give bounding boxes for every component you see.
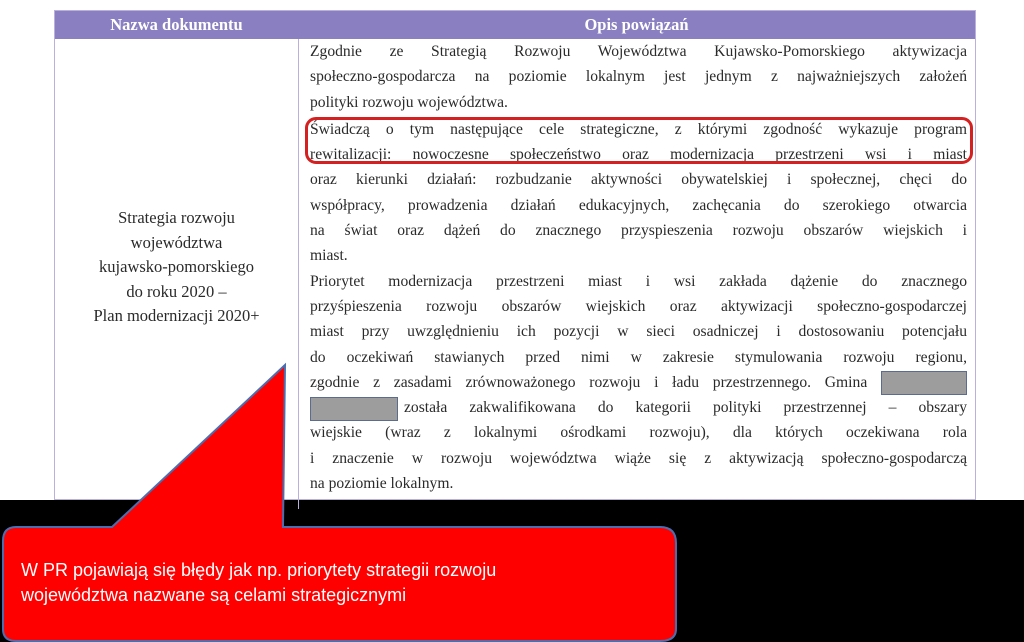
description-line: miast. <box>310 247 348 265</box>
description-line: Priorytet modernizacja przestrzeni miast i wsi zakłada dążenie do znacznego <box>310 272 967 290</box>
description-line: współpracy, prowadzenia działań edukacyjnych, zachęcania do szerokiego otwarcia <box>310 196 967 214</box>
description-line-text: zgodnie z zasadami zrównoważonego rozwoju i ładu przestrzennego. Gmina <box>310 373 868 391</box>
description-line: Świadczą o tym następujące cele strategiczne, z którymi zgodność wykazuje program <box>310 120 967 138</box>
description-line: przyśpieszenia rozwoju obszarów wiejskich oraz aktywizacji społeczno-gospodarczej <box>310 297 967 315</box>
callout-line: W PR pojawiają się błędy jak np. priorytety strategii rozwoju <box>21 560 497 580</box>
description-line: i znaczenie w rozwoju województwa wiąże się z aktywizacją społeczno-gospodarczą <box>310 449 967 467</box>
description-line: wiejskie (wraz z lokalnymi ośrodkami rozwoju), dla których oczekiwana rola <box>310 424 967 442</box>
document-name-line: województwa <box>130 232 223 252</box>
description-line: na poziomie lokalnym. <box>310 475 454 493</box>
description-line: Zgodnie ze Strategią Rozwoju Województwa Kujawsko-Pomorskiego aktywizacja <box>310 43 967 60</box>
description-line: oraz kierunki działań: rozbudzanie aktywności obywatelskiej i społecznej, chęci do <box>310 171 967 189</box>
callout-text <box>21 558 661 608</box>
description-line: do oczekiwań stawianych przed nimi w zakresie stymulowania rozwoju regionu, <box>310 348 967 366</box>
description-line: społeczno-gospodarcza na poziomie lokalnym jest jednym z najważniejszych założeń <box>310 68 967 86</box>
document-name-line: do roku 2020 – <box>126 281 227 301</box>
document-name-line: kujawsko-pomorskiego <box>99 257 254 277</box>
description-line-text: została zakwalifikowana do kategorii polityki przestrzennej – obszary <box>404 399 967 417</box>
description-line: polityki rozwoju województwa. <box>310 93 508 111</box>
description-line: miast przy uwzględnieniu ich pozycji w sieci osadniczej i dostosowaniu potencjału <box>310 323 967 341</box>
callout-line: województwa nazwane są celami strategicznymi <box>21 585 407 605</box>
document-name-line: Strategia rozwoju <box>118 208 235 227</box>
description-line: na świat oraz dążeń do znacznego przyspieszenia rozwoju obszarów wiejskich i <box>310 222 967 240</box>
header-document-name: Nazwa dokumentu <box>110 15 243 34</box>
document-name-line: Plan modernizacji 2020+ <box>93 306 260 326</box>
header-relations-description: Opis powiązań <box>584 15 689 34</box>
description-line: rewitalizacji: nowoczesne społeczeństwo oraz modernizacja przestrzeni wsi i miast <box>310 146 967 164</box>
